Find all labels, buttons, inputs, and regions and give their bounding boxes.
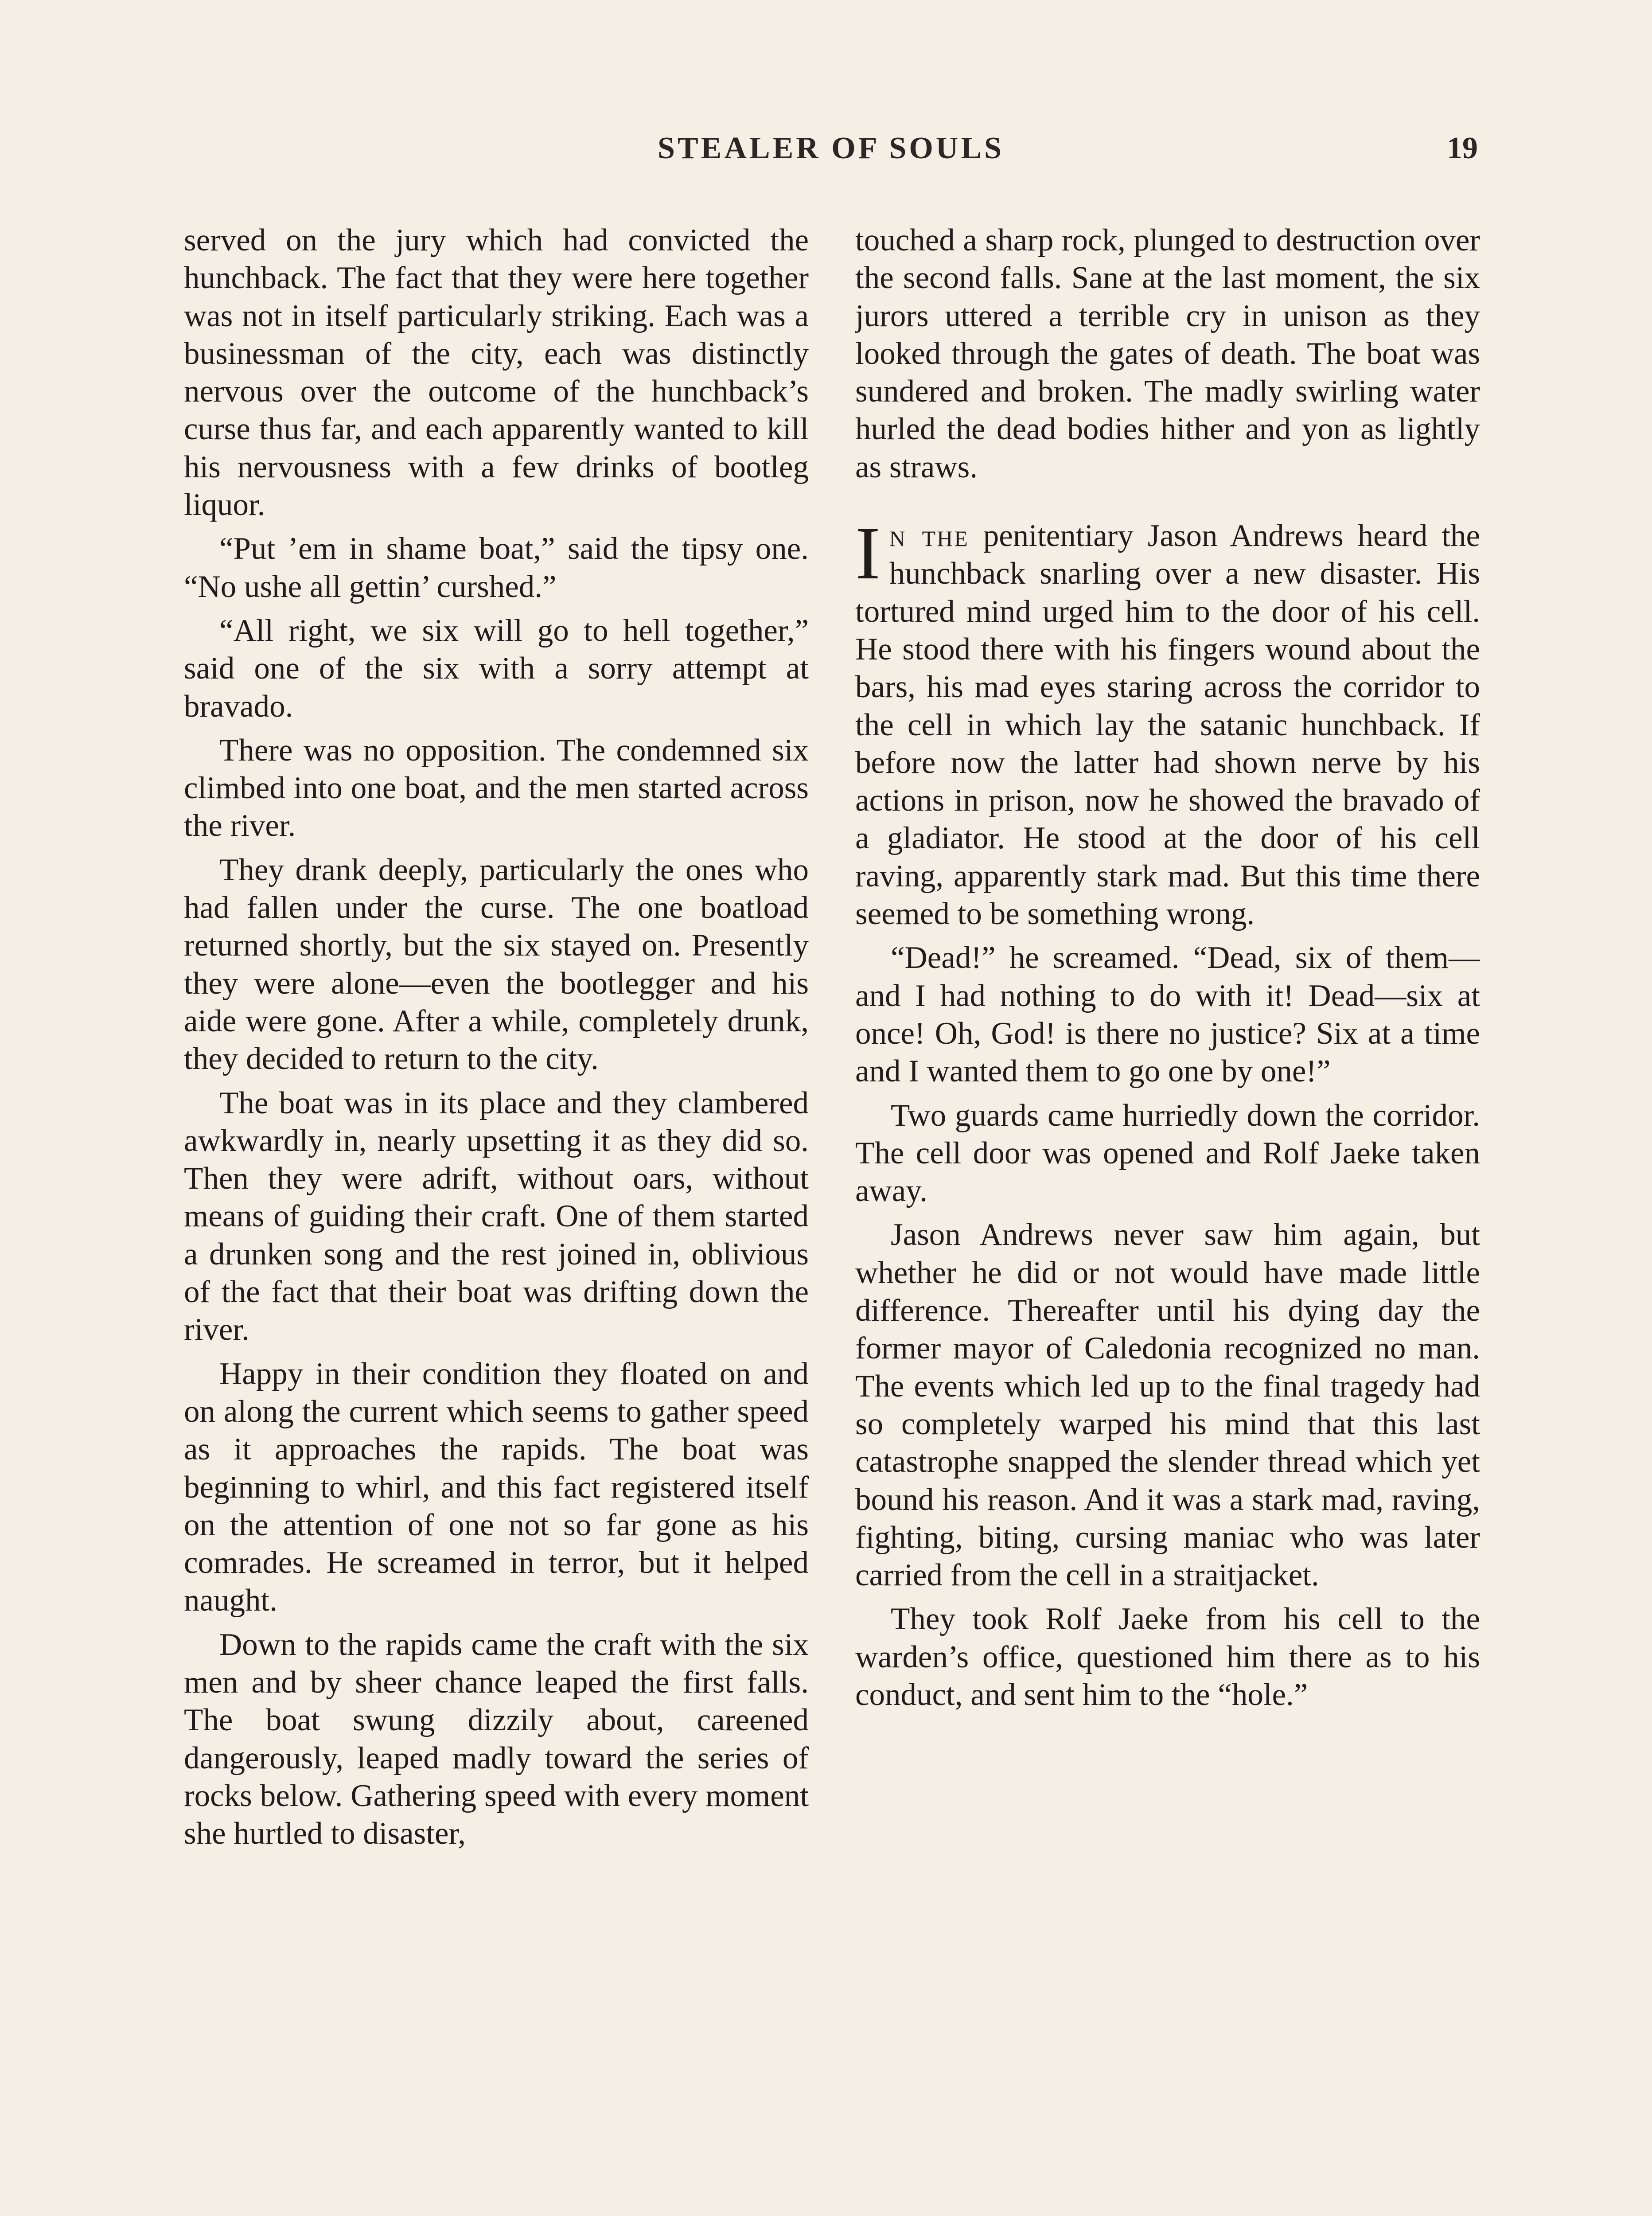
paragraph: They took Rolf Jaeke from his cell to the warden’s office, questioned him there as to his conduct, and sent him to the “hole.” xyxy=(855,1602,1480,1712)
paragraph: Two guards came hurriedly down the corridor. The cell door was opened and Rolf Jaeke taken away. xyxy=(855,1098,1480,1209)
page-header xyxy=(184,131,1478,184)
paragraph: Happy in their condition they floated on and on along the current which seems to gather speed as it approaches the rapids. The boat was beginning to whirl, and this fact registered itself on the attention of one not so far gone as his comrades. He screamed in terror, but it helped naught. xyxy=(184,1356,809,1618)
section-text: penitentiary Jason Andrews heard the hunchback snarling over a new disaster. His tortured mind urged him to the door of his cell. He stood there with his fingers wound about the bars, his mad eyes staring across the corridor to the cell in which lay the satanic hunchback. If before now the latter had shown nerve by his actions in prison, now he showed the bravado of a gladiator. He stood at the door of his cell raving, apparently stark mad. But this time there seemed to be something wrong. xyxy=(855,519,1480,932)
paragraph: touched a sharp rock, plunged to destruction over the second falls. Sane at the last moment, the six jurors uttered a terrible cry in unison as they looked through the gates of death. The boat was sundered and broken. The madly swirling water hurled the dead bodies hither and yon as lightly as straws. xyxy=(855,223,1480,484)
small-caps-lead: n the xyxy=(889,519,969,554)
drop-cap: I xyxy=(855,511,881,595)
section-opening-paragraph xyxy=(855,511,1480,933)
right-column xyxy=(855,222,1480,2207)
paragraph: There was no opposition. The condemned six climbed into one boat, and the men started across the river. xyxy=(184,733,809,843)
paragraph: served on the jury which had convicted the hunchback. The fact that they were here together was not in itself particularly striking. Each was a businessman of the city, each was distinctly nervous over the outcome of the hunchback’s curse thus far, and each apparently wanted to kill his nervousness with a few drinks of bootleg liquor. xyxy=(184,223,809,523)
paragraph: Down to the rapids came the craft with the six men and by sheer chance leaped the first falls. The boat swung dizzily about, careened dangerously, leaped madly toward the series of rocks below. Gathering speed with every moment she hurtled to disaster, xyxy=(184,1627,809,1851)
paragraph: “Put ’em in shame boat,” said the tipsy one. “No ushe all gettin’ curshed.” xyxy=(184,531,809,604)
left-column xyxy=(184,222,809,2207)
paragraph: “Dead!” he screamed. “Dead, six of them—and I had nothing to do with it! Dead—six at once! Oh, God! is there no justice? Six at a time and I wanted them to go one by one!” xyxy=(855,940,1480,1089)
paragraph: “All right, we six will go to hell together,” said one of the six with a sorry attempt at bravado. xyxy=(184,613,809,724)
paragraph: They drank deeply, particularly the ones who had fallen under the curse. The one boatload returned shortly, but the six stayed on. Presently they were alone—even the bootlegger and his aide were gone. After a while, completely drunk, they decided to return to the city. xyxy=(184,852,809,1077)
paragraph: The boat was in its place and they clambered awkwardly in, nearly upsetting it as they did so. Then they were adrift, without oars, without means of guiding their craft. One of them started a drunken song and the rest joined in, oblivious of the fact that their boat was drifting down the river. xyxy=(184,1085,809,1347)
page-number: 19 xyxy=(1447,131,1478,165)
running-title: STEALER OF SOULS xyxy=(658,131,1004,165)
paragraph: Jason Andrews never saw him again, but whether he did or not would have made little difference. Thereafter until his dying day the former mayor of Caledonia recognized no man. The events which led up to the final tragedy had so completely warped his mind that this last catastrophe snapped the slender thread which yet bound his reason. And it was a stark mad, raving, fighting, biting, cursing maniac who was later carried from the cell in a straitjacket. xyxy=(855,1217,1480,1593)
